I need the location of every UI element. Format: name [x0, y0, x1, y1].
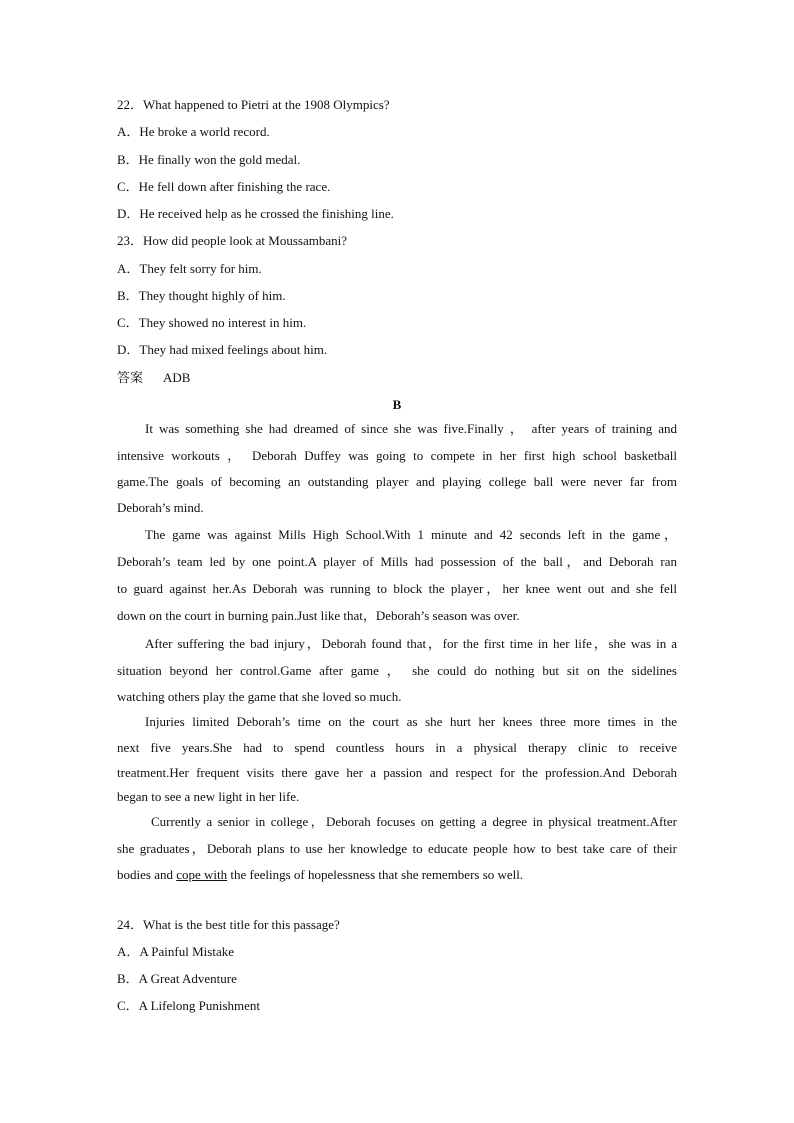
question-23-option-c: C．They showed no interest in him.	[117, 315, 307, 330]
question-24-option-a: A．A Painful Mistake	[117, 944, 234, 959]
question-22-option-c: C．He fell down after finishing the race.	[117, 179, 331, 194]
section-heading: B	[392, 397, 402, 412]
question-23-stem: 23．How did people look at Moussambani?	[117, 233, 347, 248]
answer-label: 答案	[117, 370, 144, 385]
question-22-option-a: A．He broke a world record.	[117, 124, 270, 139]
passage-p2-line: down on the court in burning pain.Just like that，Deborah’s season was over.	[117, 608, 520, 623]
question-23-option-b: B．They thought highly of him.	[117, 288, 286, 303]
question-24-option-c: C．A Lifelong Punishment	[117, 998, 261, 1013]
passage-p5-line	[117, 867, 523, 883]
passage-p5-text: bodies and	[117, 867, 177, 882]
passage-p4-line: treatment.Her frequent visits there gave her a passion and respect for the profession.And Deborah	[117, 765, 677, 780]
question-22-option-b: B．He finally won the gold medal.	[117, 152, 301, 167]
passage-p1-line: It was something she had dreamed of since she was five.Finally ， after years of training and	[145, 421, 677, 436]
passage-p1-line: Deborah’s mind.	[117, 500, 204, 515]
passage-p3-line: situation beyond her control.Game after game ， she could do nothing but sit on the sidelines	[117, 663, 677, 678]
passage-p2-line: to guard against her.As Deborah was running to block the player，her knee went out and she fell	[117, 581, 677, 596]
passage-p4-line: Injuries limited Deborah’s time on the court as she hurt her knees three more times in the	[145, 714, 677, 729]
passage-p2-line: The game was against Mills High School.With 1 minute and 42 seconds left in the game，	[145, 527, 677, 542]
passage-p3-line: After suffering the bad injury，Deborah found that，for the first time in her life，she was in a	[145, 636, 677, 651]
passage-p2-line: Deborah’s team led by one point.A player of Mills had possession of the ball，and Deborah ran	[117, 554, 677, 569]
underlined-phrase: cope with	[176, 867, 228, 882]
passage-p3-line: watching others play the game that she loved so much.	[117, 689, 402, 704]
question-23-option-a: A．They felt sorry for him.	[117, 261, 262, 276]
answer-value: ADB	[163, 370, 191, 385]
passage-p5-line: she graduates，Deborah plans to use her knowledge to educate people how to best take care of their	[117, 841, 677, 856]
passage-p4-line: next five years.She had to spend countless hours in a physical therapy clinic to receive	[117, 740, 677, 755]
passage-p5-line: Currently a senior in college，Deborah focuses on getting a degree in physical treatment.After	[151, 814, 677, 829]
answer-line	[117, 370, 190, 386]
question-22-stem: 22．What happened to Pietri at the 1908 Olympics?	[117, 97, 390, 112]
passage-p5-text: the feelings of hopelessness that she remembers so well.	[227, 867, 524, 882]
passage-p1-line: intensive workouts ， Deborah Duffey was going to compete in her first high school basketball	[117, 448, 677, 463]
question-24-stem: 24．What is the best title for this passage?	[117, 917, 340, 932]
question-23-option-d: D．They had mixed feelings about him.	[117, 342, 328, 357]
passage-p4-line: began to see a new light in her life.	[117, 789, 300, 804]
question-22-option-d: D．He received help as he crossed the finishing line.	[117, 206, 394, 221]
question-24-option-b: B．A Great Adventure	[117, 971, 237, 986]
passage-p1-line: game.The goals of becoming an outstanding player and playing college ball were never far from	[117, 474, 677, 489]
